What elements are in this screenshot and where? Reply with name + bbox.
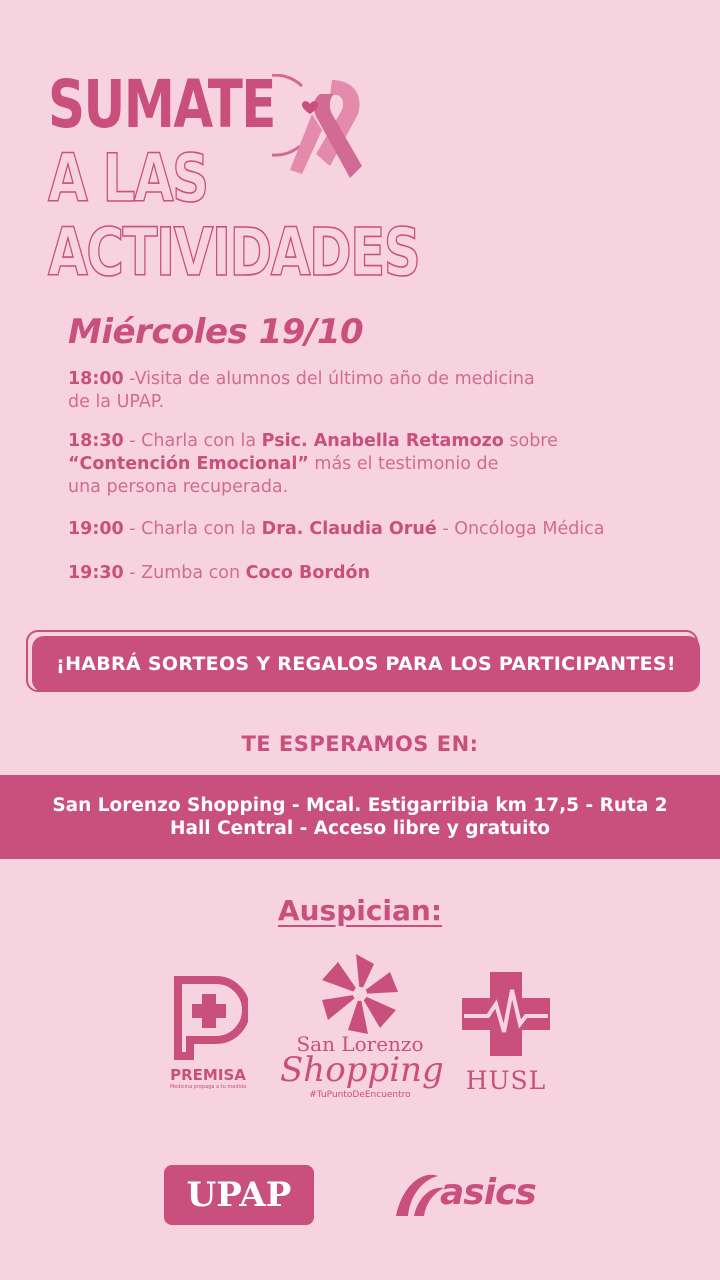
premisa-name: PREMISA [170, 1066, 246, 1084]
schedule-text: - Oncóloga Médica [436, 519, 605, 539]
time-label: 19:00 [68, 519, 124, 539]
san-lorenzo-shopping-logo [280, 952, 444, 1112]
time-label: 18:30 [68, 431, 124, 451]
schedule-text: - Charla con la [123, 519, 262, 539]
sls-name-line1: San Lorenzo [296, 1032, 424, 1056]
premisa-p-icon [168, 976, 248, 1060]
speaker-name: Dra. Claudia Orué [261, 519, 437, 539]
event-day: Miércoles 19/10 [68, 312, 364, 352]
time-label: 19:30 [68, 563, 124, 583]
headline-line-3: ACTIVIDADES [48, 214, 420, 291]
schedule-text-cont: de la UPAP. [68, 392, 165, 412]
talk-topic: “Contención Emocional” [68, 454, 309, 474]
wait-heading: TE ESPERAMOS EN: [241, 732, 479, 756]
flower-icon [315, 952, 405, 1036]
headline-line-2: A LAS [48, 140, 208, 217]
schedule-item-1800 [68, 368, 688, 414]
headline-line-1: SUMATE [48, 66, 275, 143]
husl-logo [458, 970, 554, 1095]
sls-name-line2: Shopping [280, 1050, 444, 1090]
schedule-text: más el testimonio de [308, 454, 499, 474]
sls-tagline: #TuPuntoDeEncuentro [309, 1090, 411, 1100]
medical-cross-icon [460, 970, 552, 1058]
schedule-text: sobre [503, 431, 558, 451]
speaker-name: Psic. Anabella Retamozo [261, 431, 504, 451]
premisa-logo [160, 976, 256, 1096]
schedule-text: - Zumba con [123, 563, 246, 583]
pink-ribbon-icon [272, 74, 372, 194]
schedule-item-1900 [68, 518, 688, 541]
venue-band [0, 775, 720, 859]
schedule-text-cont: una persona recuperada. [68, 477, 289, 497]
schedule-text: - Charla con la [123, 431, 262, 451]
time-label: 18:00 [68, 369, 124, 389]
schedule-item-1830 [68, 430, 688, 499]
premisa-tagline: Medicina prepaga a tu medida [169, 1084, 247, 1090]
schedule-text: -Visita de alumnos del último año de medicina [123, 369, 535, 389]
speaker-name: Coco Bordón [245, 563, 371, 583]
upap-logo: UPAP [164, 1165, 314, 1225]
asics-wordmark: asics [440, 1172, 536, 1213]
sponsors-heading: Auspician: [277, 894, 443, 927]
schedule-item-1930 [68, 562, 688, 585]
venue-line-1: San Lorenzo Shopping - Mcal. Estigarribia km 17,5 - Ruta 2 [52, 795, 668, 816]
asics-logo [392, 1166, 552, 1222]
giveaway-banner: ¡HABRÁ SORTEOS Y REGALOS PARA LOS PARTICIPANTES! [32, 636, 700, 692]
venue-line-2: Hall Central - Acceso libre y gratuito [170, 818, 550, 839]
husl-name: HUSL [465, 1066, 547, 1095]
